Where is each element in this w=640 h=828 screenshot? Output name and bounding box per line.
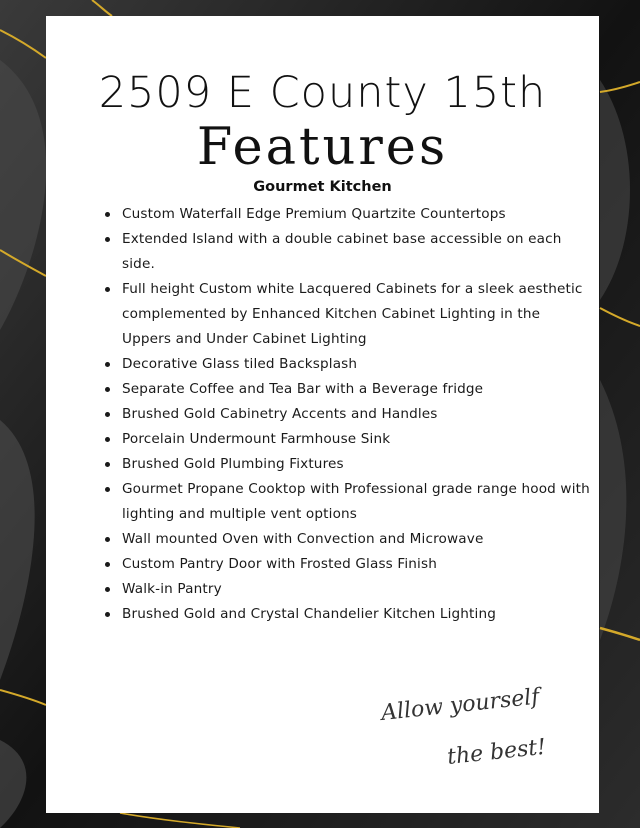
list-item: Decorative Glass tiled Backsplash bbox=[122, 352, 592, 377]
signature-line-2: the best! bbox=[446, 734, 548, 770]
list-item: Full height Custom white Lacquered Cabinets for a sleek aesthetic complemented by Enhanced Kitchen Cabinet Lighting in the Uppers and Under Cabinet Lighting bbox=[122, 277, 592, 352]
list-item: Separate Coffee and Tea Bar with a Beverage fridge bbox=[122, 377, 592, 402]
list-item: Wall mounted Oven with Convection and Microwave bbox=[122, 527, 592, 552]
list-item: Brushed Gold Cabinetry Accents and Handles bbox=[122, 402, 592, 427]
list-item: Extended Island with a double cabinet base accessible on each side. bbox=[122, 227, 592, 277]
feature-card bbox=[46, 16, 599, 813]
list-item: Porcelain Undermount Farmhouse Sink bbox=[122, 427, 592, 452]
list-item: Brushed Gold and Crystal Chandelier Kitchen Lighting bbox=[122, 602, 592, 627]
list-item: Brushed Gold Plumbing Fixtures bbox=[122, 452, 592, 477]
section-subheading: Gourmet Kitchen bbox=[253, 179, 392, 195]
signature-line-1: Allow yourself bbox=[380, 684, 541, 726]
list-item: Custom Waterfall Edge Premium Quartzite Countertops bbox=[122, 202, 592, 227]
list-item: Gourmet Propane Cooktop with Professional grade range hood with lighting and multiple vent options bbox=[122, 477, 592, 527]
list-item: Walk-in Pantry bbox=[122, 577, 592, 602]
signature-script bbox=[376, 684, 576, 774]
list-item: Custom Pantry Door with Frosted Glass Finish bbox=[122, 552, 592, 577]
features-heading: Features bbox=[196, 118, 449, 177]
property-address: 2509 E County 15th bbox=[98, 68, 547, 118]
feature-list bbox=[122, 202, 592, 627]
